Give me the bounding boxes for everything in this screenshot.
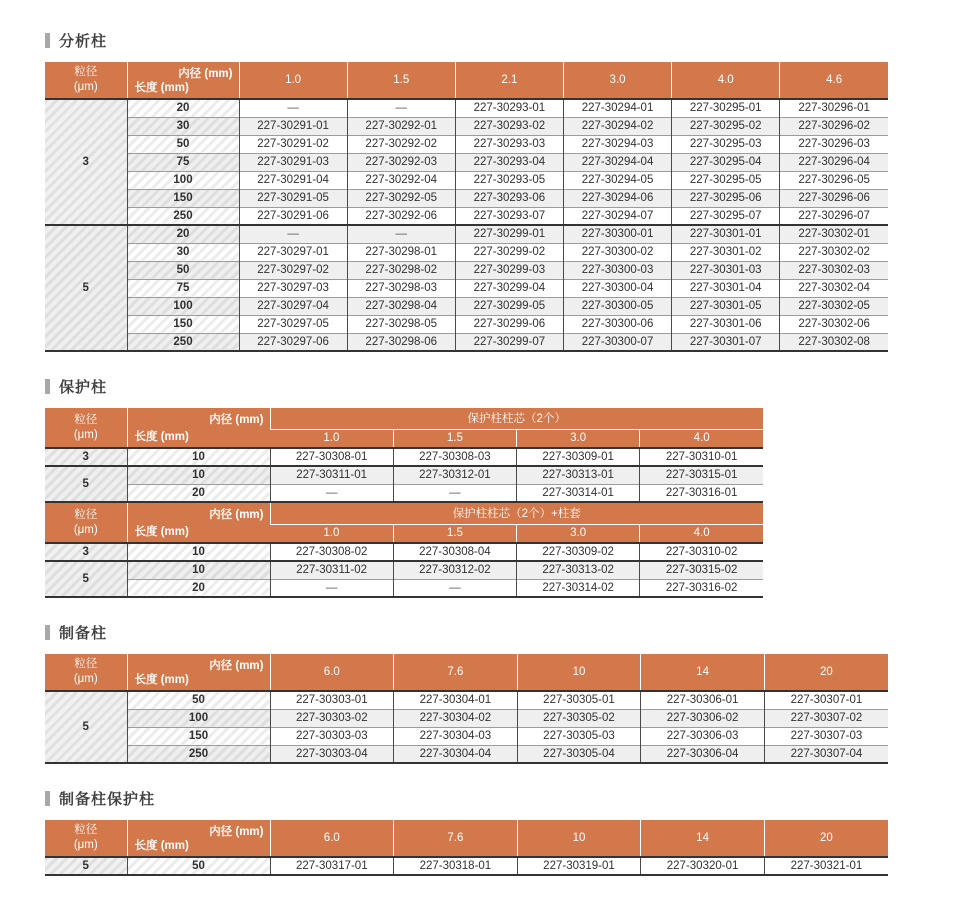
inner-diameter-header: 7.6 — [394, 820, 518, 857]
part-number-cell: 227-30293-02 — [455, 117, 563, 135]
inner-diameter-header: 10 — [517, 820, 641, 857]
part-number-cell: 227-30293-01 — [455, 99, 563, 117]
table-row — [45, 189, 888, 207]
inner-diameter-header: 4.0 — [640, 429, 763, 448]
part-number-cell: 227-30301-06 — [672, 315, 780, 333]
inner-diameter-header: 1.0 — [270, 524, 393, 543]
part-number-cell: 227-30306-01 — [641, 691, 765, 709]
section-title — [45, 622, 960, 643]
length-axis-label: 长度 (mm) — [134, 82, 189, 94]
part-number-cell: 227-30302-01 — [780, 225, 888, 243]
part-number-cell: 227-30320-01 — [641, 857, 765, 875]
part-number-cell: 227-30310-01 — [640, 448, 763, 466]
part-number-cell: 227-30298-05 — [347, 315, 455, 333]
inner-diameter-header: 4.0 — [640, 524, 763, 543]
part-number-cell: 227-30292-06 — [347, 207, 455, 225]
table-row — [45, 261, 888, 279]
header-row — [45, 503, 763, 524]
part-number-cell: 227-30294-07 — [563, 207, 671, 225]
table-row — [45, 745, 888, 763]
length-cell: 20 — [127, 579, 270, 597]
part-number-cell: 227-30307-01 — [764, 691, 888, 709]
table-row — [45, 171, 888, 189]
part-number-cell: 227-30306-03 — [641, 727, 765, 745]
section-title — [45, 376, 960, 397]
length-cell: 100 — [127, 297, 239, 315]
table-row — [45, 709, 888, 727]
title-bar-icon — [45, 379, 50, 394]
inner-diameter-header: 4.6 — [780, 62, 888, 99]
part-number-cell: 227-30305-01 — [517, 691, 641, 709]
part-number-cell: 227-30298-06 — [347, 333, 455, 351]
length-cell: 50 — [127, 135, 239, 153]
length-cell: 100 — [127, 709, 270, 727]
part-number-cell: 227-30316-02 — [640, 579, 763, 597]
part-number-cell: 227-30321-01 — [764, 857, 888, 875]
part-number-cell: 227-30307-02 — [764, 709, 888, 727]
part-number-cell: 227-30304-02 — [394, 709, 518, 727]
particle-size-cell: 3 — [45, 543, 127, 561]
parts-table — [45, 503, 763, 598]
part-number-cell: 227-30291-02 — [239, 135, 347, 153]
part-number-cell: 227-30307-04 — [764, 745, 888, 763]
part-number-cell: 227-30308-04 — [393, 543, 516, 561]
particle-size-header — [45, 408, 127, 448]
section-title-text: 分析柱 — [59, 33, 108, 50]
part-number-cell: 227-30298-02 — [347, 261, 455, 279]
inner-diameter-header: 10 — [517, 654, 641, 691]
part-number-cell: 227-30296-06 — [780, 189, 888, 207]
part-number-cell: 227-30299-03 — [455, 261, 563, 279]
part-number-cell: 227-30314-02 — [517, 579, 640, 597]
length-cell: 250 — [127, 745, 270, 763]
part-number-cell: 227-30316-01 — [640, 484, 763, 502]
table-row — [45, 448, 763, 466]
length-cell: 20 — [127, 225, 239, 243]
part-number-cell: 227-30296-05 — [780, 171, 888, 189]
table-row — [45, 543, 763, 561]
table-row — [45, 484, 763, 502]
part-number-cell: — — [270, 579, 393, 597]
length-cell: 75 — [127, 153, 239, 171]
length-cell: 150 — [127, 315, 239, 333]
particle-size-header-line1: 粒径 — [74, 413, 98, 426]
table-body — [45, 857, 888, 875]
part-number-cell: 227-30292-03 — [347, 153, 455, 171]
section-tables — [45, 820, 960, 876]
length-cell: 20 — [127, 99, 239, 117]
length-cell: 10 — [127, 448, 270, 466]
part-number-cell: 227-30292-01 — [347, 117, 455, 135]
particle-size-header-line2: (μm) — [73, 81, 98, 93]
part-number-cell: 227-30302-05 — [780, 297, 888, 315]
part-number-cell: 227-30300-05 — [563, 297, 671, 315]
length-cell: 50 — [127, 857, 270, 875]
length-cell: 50 — [127, 261, 239, 279]
part-number-cell: 227-30294-03 — [563, 135, 671, 153]
inner-diameter-axis-label: 内径 (mm) — [209, 826, 264, 838]
part-number-cell: 227-30306-02 — [641, 709, 765, 727]
part-number-cell: 227-30313-02 — [517, 561, 640, 579]
particle-size-header-line2: (μm) — [73, 673, 98, 685]
parts-table — [45, 820, 888, 876]
table-body — [45, 99, 888, 351]
section-title — [45, 788, 960, 809]
length-cell: 250 — [127, 333, 239, 351]
particle-size-cell: 3 — [45, 448, 127, 466]
group-header: 保护柱柱芯（2个） — [270, 408, 763, 429]
part-number-cell: 227-30299-02 — [455, 243, 563, 261]
particle-size-header-line2: (μm) — [73, 428, 98, 441]
inner-diameter-header: 1.5 — [347, 62, 455, 99]
part-number-cell: 227-30296-02 — [780, 117, 888, 135]
group-header: 保护柱柱芯（2个）+柱套 — [270, 503, 763, 524]
table-row — [45, 135, 888, 153]
parts-table — [45, 62, 888, 352]
part-number-cell: 227-30297-04 — [239, 297, 347, 315]
part-number-cell: — — [347, 99, 455, 117]
part-number-cell: 227-30291-06 — [239, 207, 347, 225]
inner-diameter-header: 1.5 — [393, 429, 516, 448]
part-number-cell: 227-30291-03 — [239, 153, 347, 171]
part-number-cell: 227-30296-01 — [780, 99, 888, 117]
inner-diameter-header: 2.1 — [455, 62, 563, 99]
part-number-cell: 227-30302-06 — [780, 315, 888, 333]
section-title — [45, 30, 960, 51]
particle-size-header-line2: (μm) — [73, 839, 98, 851]
part-number-cell: 227-30296-03 — [780, 135, 888, 153]
particle-size-header-line1: 粒径 — [74, 508, 98, 521]
inner-diameter-header: 14 — [641, 654, 765, 691]
part-number-cell: 227-30303-02 — [270, 709, 394, 727]
part-number-cell: 227-30293-05 — [455, 171, 563, 189]
inner-diameter-header: 1.5 — [393, 524, 516, 543]
header-row — [45, 820, 888, 857]
length-cell: 20 — [127, 484, 270, 502]
parts-table — [45, 654, 888, 764]
table-row — [45, 153, 888, 171]
section-title-text: 保护柱 — [59, 379, 108, 396]
part-number-cell: 227-30309-01 — [517, 448, 640, 466]
part-number-cell: 227-30296-04 — [780, 153, 888, 171]
part-number-cell: 227-30305-02 — [517, 709, 641, 727]
part-number-cell: 227-30299-05 — [455, 297, 563, 315]
table-row — [45, 99, 888, 117]
length-axis-label: 长度 (mm) — [134, 431, 189, 443]
part-number-cell: 227-30311-01 — [270, 466, 393, 484]
part-number-cell: 227-30292-05 — [347, 189, 455, 207]
part-number-cell: 227-30304-03 — [394, 727, 518, 745]
part-number-cell: 227-30309-02 — [517, 543, 640, 561]
diagonal-header — [127, 654, 270, 691]
table-row — [45, 315, 888, 333]
part-number-cell: 227-30298-01 — [347, 243, 455, 261]
inner-diameter-header: 14 — [641, 820, 765, 857]
table-header — [45, 820, 888, 857]
table-row — [45, 207, 888, 225]
particle-size-cell: 5 — [45, 225, 127, 351]
part-number-cell: 227-30299-06 — [455, 315, 563, 333]
part-number-cell: — — [239, 99, 347, 117]
length-axis-label: 长度 (mm) — [134, 526, 189, 538]
inner-diameter-axis-label: 内径 (mm) — [178, 68, 233, 80]
part-number-cell: 227-30301-02 — [672, 243, 780, 261]
header-row — [45, 408, 763, 429]
part-number-cell: 227-30292-04 — [347, 171, 455, 189]
part-number-cell: 227-30315-02 — [640, 561, 763, 579]
table-row — [45, 117, 888, 135]
length-axis-label: 长度 (mm) — [134, 840, 189, 852]
part-number-cell: 227-30293-04 — [455, 153, 563, 171]
part-number-cell: 227-30315-01 — [640, 466, 763, 484]
part-number-cell: 227-30295-04 — [672, 153, 780, 171]
particle-size-cell: 5 — [45, 857, 127, 875]
part-number-cell: 227-30302-08 — [780, 333, 888, 351]
part-number-cell: — — [393, 579, 516, 597]
part-number-cell: 227-30313-01 — [517, 466, 640, 484]
particle-size-header — [45, 654, 127, 691]
part-number-cell: 227-30319-01 — [517, 857, 641, 875]
table-row — [45, 691, 888, 709]
part-number-cell: 227-30293-06 — [455, 189, 563, 207]
part-number-cell: 227-30297-03 — [239, 279, 347, 297]
part-number-cell: 227-30307-03 — [764, 727, 888, 745]
part-number-cell: 227-30294-01 — [563, 99, 671, 117]
section-tables — [45, 408, 960, 598]
part-number-cell: 227-30304-04 — [394, 745, 518, 763]
part-number-cell: 227-30302-04 — [780, 279, 888, 297]
inner-diameter-header: 3.0 — [517, 524, 640, 543]
part-number-cell: 227-30298-04 — [347, 297, 455, 315]
part-number-cell: 227-30305-04 — [517, 745, 641, 763]
part-number-cell: 227-30294-06 — [563, 189, 671, 207]
part-number-cell: 227-30300-07 — [563, 333, 671, 351]
particle-size-header-line1: 粒径 — [74, 824, 98, 837]
part-number-cell: 227-30306-04 — [641, 745, 765, 763]
table-body — [45, 543, 763, 597]
part-number-cell: 227-30310-02 — [640, 543, 763, 561]
table-header — [45, 503, 763, 543]
length-cell: 50 — [127, 691, 270, 709]
part-number-cell: 227-30300-06 — [563, 315, 671, 333]
part-number-cell: — — [270, 484, 393, 502]
parts-table — [45, 408, 763, 503]
table-row — [45, 466, 763, 484]
part-number-cell: 227-30305-03 — [517, 727, 641, 745]
particle-size-header-line1: 粒径 — [74, 658, 98, 671]
title-bar-icon — [45, 791, 50, 806]
part-number-cell: 227-30301-04 — [672, 279, 780, 297]
inner-diameter-header: 20 — [764, 654, 888, 691]
length-cell: 75 — [127, 279, 239, 297]
inner-diameter-header: 3.0 — [517, 429, 640, 448]
part-number-cell: 227-30300-04 — [563, 279, 671, 297]
part-number-cell: 227-30291-01 — [239, 117, 347, 135]
part-number-cell: 227-30299-01 — [455, 225, 563, 243]
part-number-cell: 227-30297-01 — [239, 243, 347, 261]
particle-size-cell: 5 — [45, 466, 127, 502]
part-number-cell: 227-30302-03 — [780, 261, 888, 279]
inner-diameter-header: 20 — [764, 820, 888, 857]
part-number-cell: 227-30293-03 — [455, 135, 563, 153]
part-number-cell: 227-30303-01 — [270, 691, 394, 709]
inner-diameter-axis-label: 内径 (mm) — [209, 414, 264, 426]
part-number-cell: 227-30297-05 — [239, 315, 347, 333]
part-number-cell: 227-30301-07 — [672, 333, 780, 351]
diagonal-header — [127, 820, 270, 857]
length-axis-label: 长度 (mm) — [134, 674, 189, 686]
part-number-cell: 227-30295-03 — [672, 135, 780, 153]
part-number-cell: 227-30301-03 — [672, 261, 780, 279]
inner-diameter-header: 1.0 — [270, 429, 393, 448]
part-number-cell: 227-30318-01 — [394, 857, 518, 875]
section-tables — [45, 62, 960, 352]
part-number-cell: 227-30292-02 — [347, 135, 455, 153]
particle-size-header — [45, 820, 127, 857]
section-title-text: 制备柱保护柱 — [59, 791, 156, 808]
part-number-cell: 227-30312-02 — [393, 561, 516, 579]
part-number-cell: 227-30295-05 — [672, 171, 780, 189]
table-body — [45, 691, 888, 763]
length-cell: 30 — [127, 243, 239, 261]
length-cell: 10 — [127, 543, 270, 561]
part-number-cell: 227-30297-06 — [239, 333, 347, 351]
part-number-cell: 227-30294-04 — [563, 153, 671, 171]
part-number-cell: 227-30304-01 — [394, 691, 518, 709]
particle-size-cell: 3 — [45, 99, 127, 225]
diagonal-header — [127, 503, 270, 543]
table-row — [45, 333, 888, 351]
part-number-cell: — — [347, 225, 455, 243]
part-number-cell: 227-30291-04 — [239, 171, 347, 189]
diagonal-header — [127, 62, 239, 99]
part-number-cell: 227-30297-02 — [239, 261, 347, 279]
section-preparative-guard-columns — [45, 788, 960, 876]
inner-diameter-header: 1.0 — [239, 62, 347, 99]
part-number-cell: 227-30294-02 — [563, 117, 671, 135]
section-preparative-columns — [45, 622, 960, 764]
table-row — [45, 727, 888, 745]
part-number-cell: 227-30302-02 — [780, 243, 888, 261]
diagonal-header — [127, 408, 270, 448]
part-number-cell: 227-30291-05 — [239, 189, 347, 207]
inner-diameter-header: 3.0 — [563, 62, 671, 99]
header-row — [45, 62, 888, 99]
part-number-cell: 227-30294-05 — [563, 171, 671, 189]
section-guard-columns — [45, 376, 960, 598]
table-header — [45, 62, 888, 99]
length-cell: 10 — [127, 561, 270, 579]
inner-diameter-header: 4.0 — [672, 62, 780, 99]
section-analytical-columns — [45, 30, 960, 352]
part-number-cell: 227-30314-01 — [517, 484, 640, 502]
part-number-cell: 227-30298-03 — [347, 279, 455, 297]
part-number-cell: 227-30308-01 — [270, 448, 393, 466]
part-number-cell: 227-30303-04 — [270, 745, 394, 763]
table-row — [45, 297, 888, 315]
length-cell: 10 — [127, 466, 270, 484]
length-cell: 150 — [127, 189, 239, 207]
particle-size-header-line1: 粒径 — [74, 66, 98, 79]
part-number-cell: 227-30303-03 — [270, 727, 394, 745]
inner-diameter-header: 7.6 — [394, 654, 518, 691]
part-number-cell: 227-30299-07 — [455, 333, 563, 351]
title-bar-icon — [45, 33, 50, 48]
part-number-cell: 227-30300-03 — [563, 261, 671, 279]
length-cell: 150 — [127, 727, 270, 745]
inner-diameter-axis-label: 内径 (mm) — [209, 509, 264, 521]
part-number-cell: 227-30301-05 — [672, 297, 780, 315]
part-number-cell: 227-30301-01 — [672, 225, 780, 243]
table-row — [45, 243, 888, 261]
part-number-cell: 227-30295-06 — [672, 189, 780, 207]
part-number-cell: 227-30293-07 — [455, 207, 563, 225]
section-tables — [45, 654, 960, 764]
part-number-cell: 227-30311-02 — [270, 561, 393, 579]
part-number-cell: — — [393, 484, 516, 502]
part-number-cell: 227-30295-01 — [672, 99, 780, 117]
inner-diameter-header: 6.0 — [270, 654, 394, 691]
part-number-cell: 227-30295-02 — [672, 117, 780, 135]
particle-size-cell: 5 — [45, 561, 127, 597]
length-cell: 250 — [127, 207, 239, 225]
part-number-cell: 227-30300-02 — [563, 243, 671, 261]
section-title-text: 制备柱 — [59, 625, 108, 642]
part-number-cell: 227-30295-07 — [672, 207, 780, 225]
part-number-cell: — — [239, 225, 347, 243]
particle-size-header — [45, 62, 127, 99]
part-number-cell: 227-30317-01 — [270, 857, 394, 875]
part-number-cell: 227-30308-02 — [270, 543, 393, 561]
part-number-cell: 227-30308-03 — [393, 448, 516, 466]
title-bar-icon — [45, 625, 50, 640]
table-header — [45, 654, 888, 691]
inner-diameter-axis-label: 内径 (mm) — [209, 660, 264, 672]
particle-size-cell: 5 — [45, 691, 127, 763]
part-number-cell: 227-30300-01 — [563, 225, 671, 243]
table-header — [45, 408, 763, 448]
part-number-cell: 227-30312-01 — [393, 466, 516, 484]
length-cell: 100 — [127, 171, 239, 189]
table-row — [45, 857, 888, 875]
part-number-cell: 227-30299-04 — [455, 279, 563, 297]
table-row — [45, 279, 888, 297]
length-cell: 30 — [127, 117, 239, 135]
table-row — [45, 561, 763, 579]
particle-size-header-line2: (μm) — [73, 523, 98, 536]
inner-diameter-header: 6.0 — [270, 820, 394, 857]
particle-size-header — [45, 503, 127, 543]
table-body — [45, 448, 763, 502]
table-row — [45, 225, 888, 243]
header-row — [45, 654, 888, 691]
part-number-cell: 227-30296-07 — [780, 207, 888, 225]
table-row — [45, 579, 763, 597]
